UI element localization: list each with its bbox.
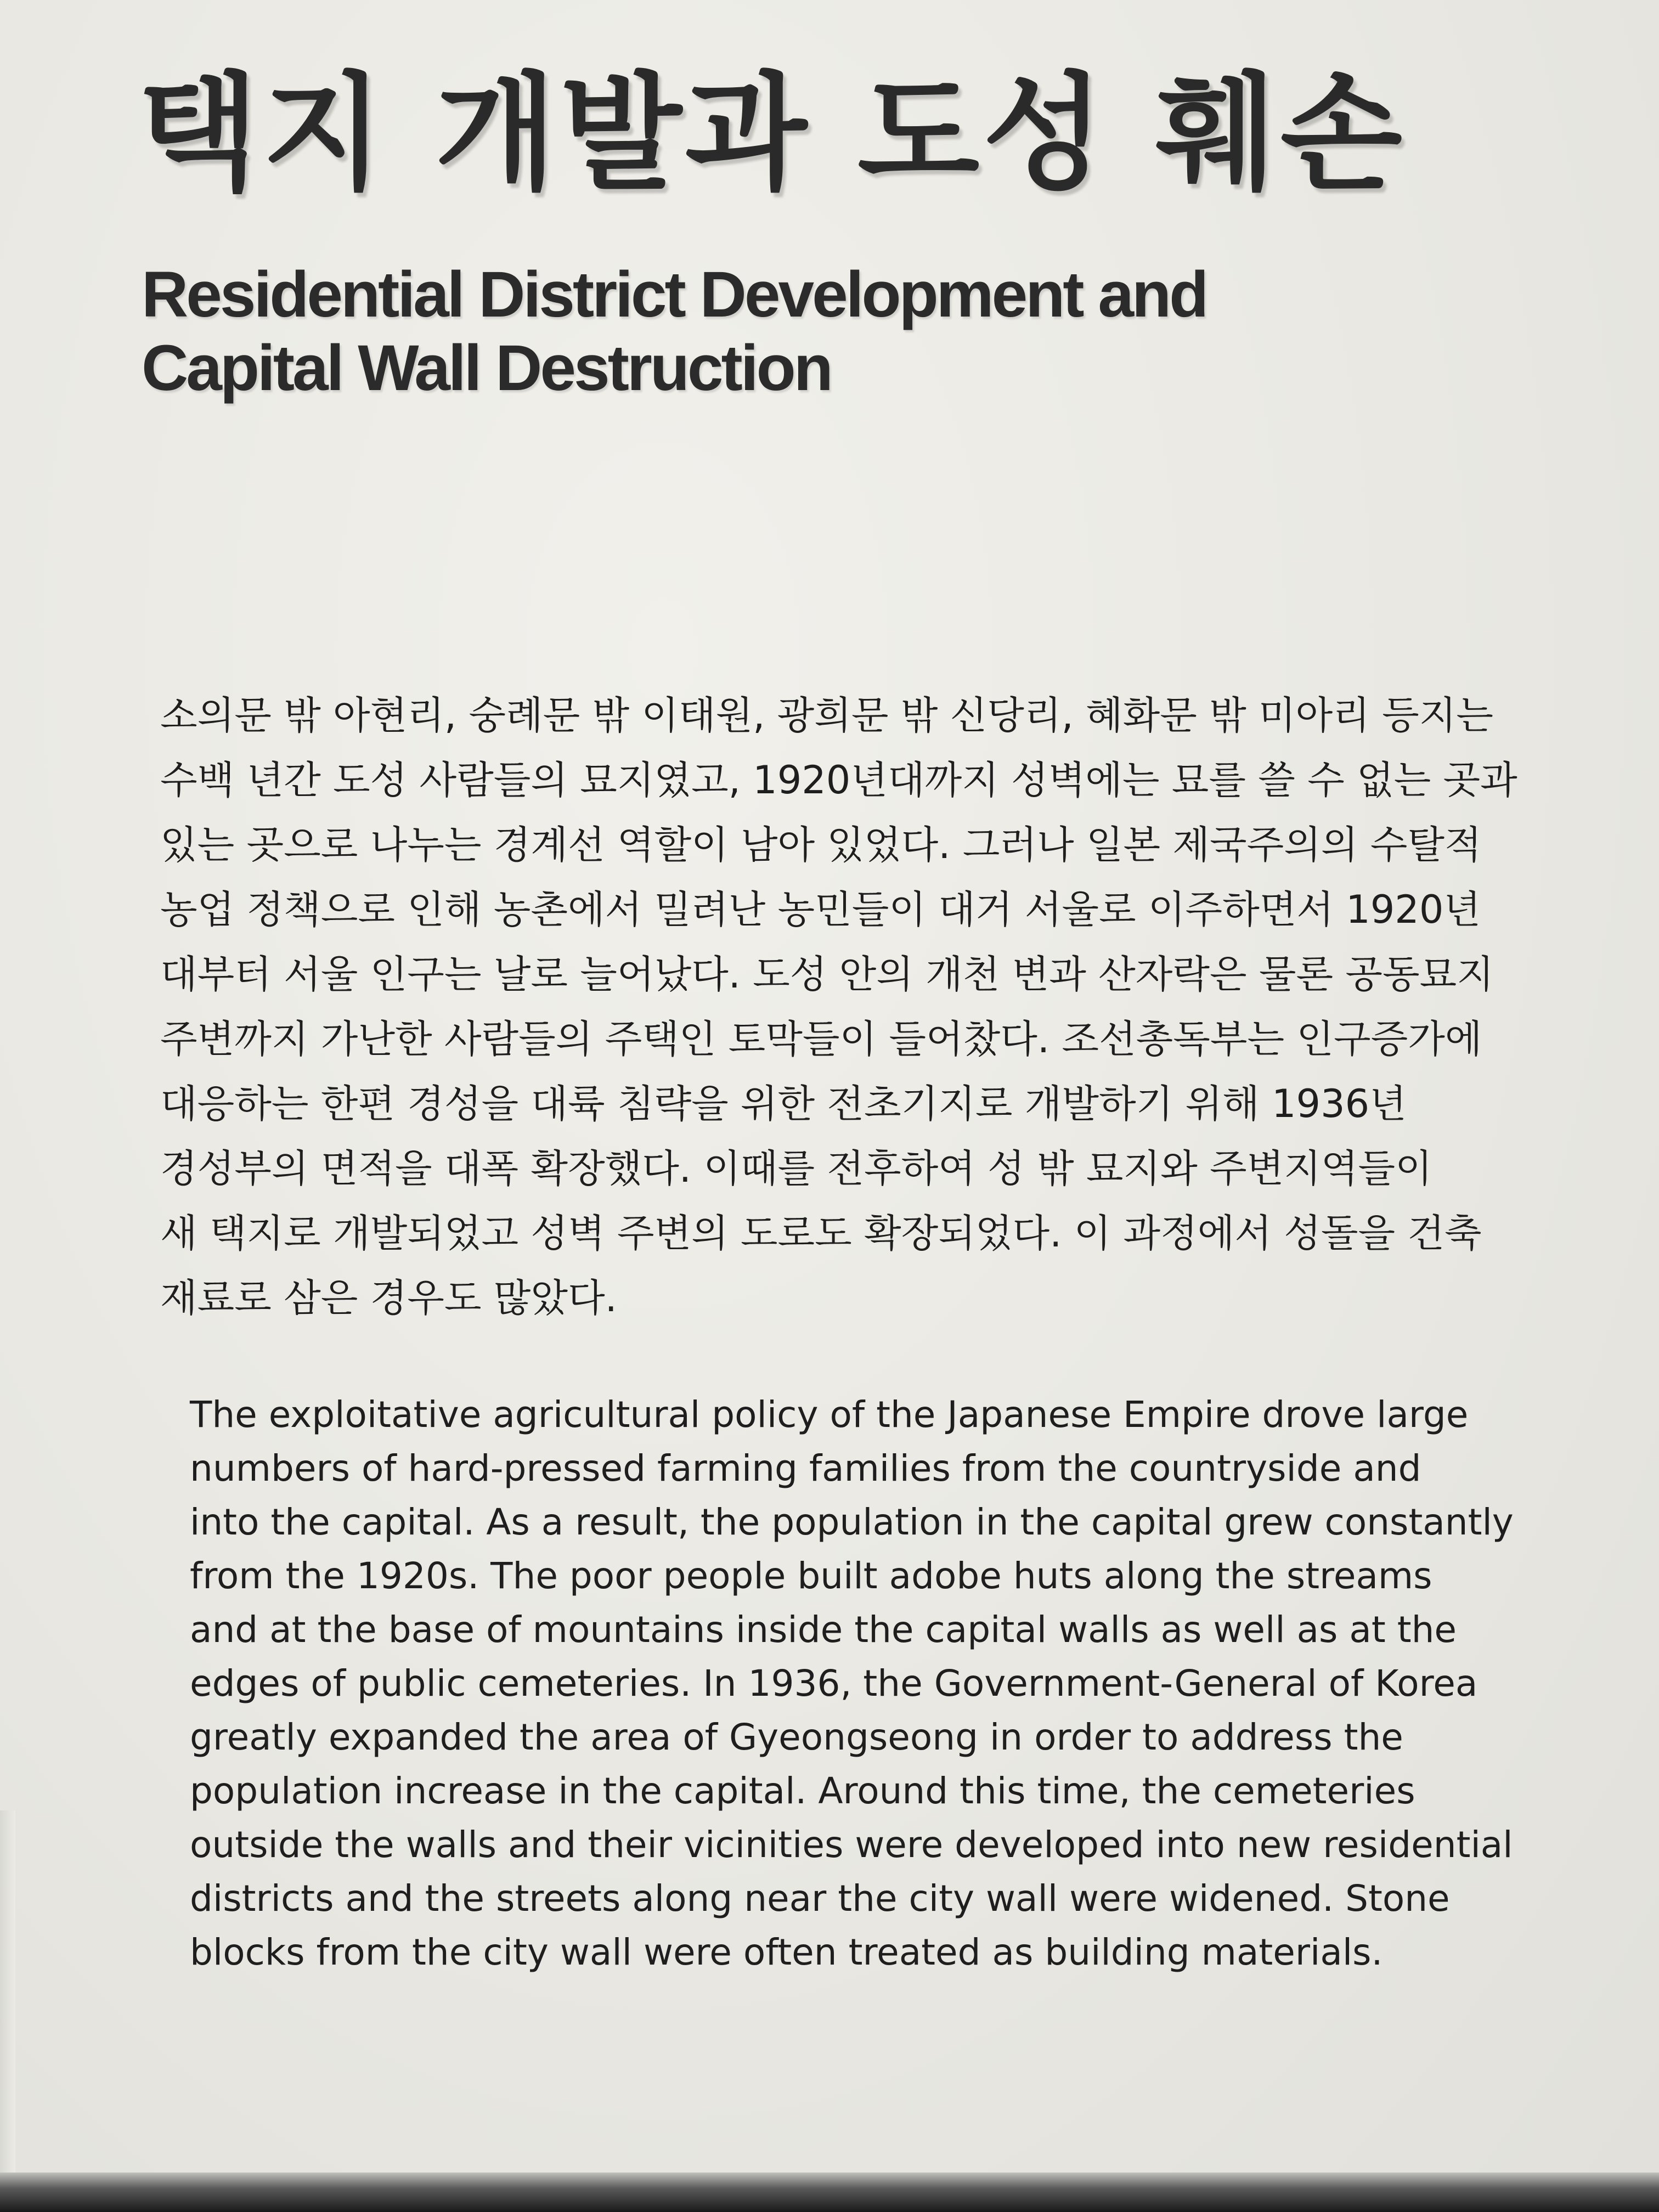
korean-body-line: 새 택지로 개발되었고 성벽 주변의 도로도 확장되었다. 이 과정에서 성돌을 건축 bbox=[160, 1211, 1482, 1256]
korean-body-line: 주변까지 가난한 사람들의 주택인 토막들이 들어찼다. 조선총독부는 인구증가에 bbox=[160, 1017, 1482, 1062]
korean-body-text bbox=[160, 683, 1521, 1330]
korean-title: 택지 개발과 도성 훼손 bbox=[137, 61, 1406, 207]
korean-body-line: 있는 곳으로 나누는 경계선 역할이 남아 있었다. 그러나 일본 제국주의의 수탈적 bbox=[160, 822, 1482, 867]
korean-body-line: 수백 년간 도성 사람들의 묘지였고, 1920년대까지 성벽에는 묘를 쓸 수 없는 곳과 bbox=[160, 758, 1517, 803]
english-body-line: districts and the streets along near the city wall were widened. Stone bbox=[190, 1877, 1450, 1920]
english-body-line: edges of public cemeteries. In 1936, the Government-General of Korea bbox=[190, 1662, 1478, 1705]
korean-body-line: 경성부의 면적을 대폭 확장했다. 이때를 전후하여 성 밖 묘지와 주변지역들이 bbox=[160, 1146, 1432, 1191]
english-body-line: numbers of hard-pressed farming families from the countryside and bbox=[190, 1447, 1421, 1489]
english-body-line: blocks from the city wall were often treated as building materials. bbox=[190, 1931, 1383, 1973]
english-body-line: from the 1920s. The poor people built adobe huts along the streams bbox=[190, 1555, 1432, 1597]
panel-left-edge bbox=[0, 1810, 15, 2172]
english-body-line: greatly expanded the area of Gyeongseong in order to address the bbox=[190, 1716, 1403, 1758]
english-title-line: Residential District Development and bbox=[142, 258, 1207, 331]
english-body-line: into the capital. As a result, the population in the capital grew constantly bbox=[190, 1501, 1514, 1543]
korean-body-line: 대응하는 한편 경성을 대륙 침략을 위한 전초기지로 개발하기 위해 1936년 bbox=[160, 1081, 1407, 1126]
korean-body-line: 소의문 밖 아현리, 숭례문 밖 이태원, 광희문 밖 신당리, 혜화문 밖 미아리 등지는 bbox=[160, 693, 1493, 738]
panel-bottom-shadow bbox=[0, 2172, 1659, 2212]
korean-body-line: 재료로 삼은 경우도 많았다. bbox=[160, 1276, 617, 1321]
english-body-text bbox=[190, 1388, 1517, 1979]
english-body-line: and at the base of mountains inside the capital walls as well as at the bbox=[190, 1609, 1457, 1651]
korean-body-line: 대부터 서울 인구는 날로 늘어났다. 도성 안의 개천 변과 산자락은 물론 공동묘지 bbox=[160, 952, 1494, 997]
english-body-line: population increase in the capital. Around this time, the cemeteries bbox=[190, 1770, 1415, 1812]
english-body-line: outside the walls and their vicinities were developed into new residential bbox=[190, 1824, 1513, 1866]
english-title-line: Capital Wall Destruction bbox=[142, 332, 831, 404]
english-title bbox=[142, 258, 1206, 405]
english-body-line: The exploitative agricultural policy of the Japanese Empire drove large bbox=[190, 1393, 1469, 1436]
korean-body-line: 농업 정책으로 인해 농촌에서 밀려난 농민들이 대거 서울로 이주하면서 1920년 bbox=[160, 887, 1481, 932]
